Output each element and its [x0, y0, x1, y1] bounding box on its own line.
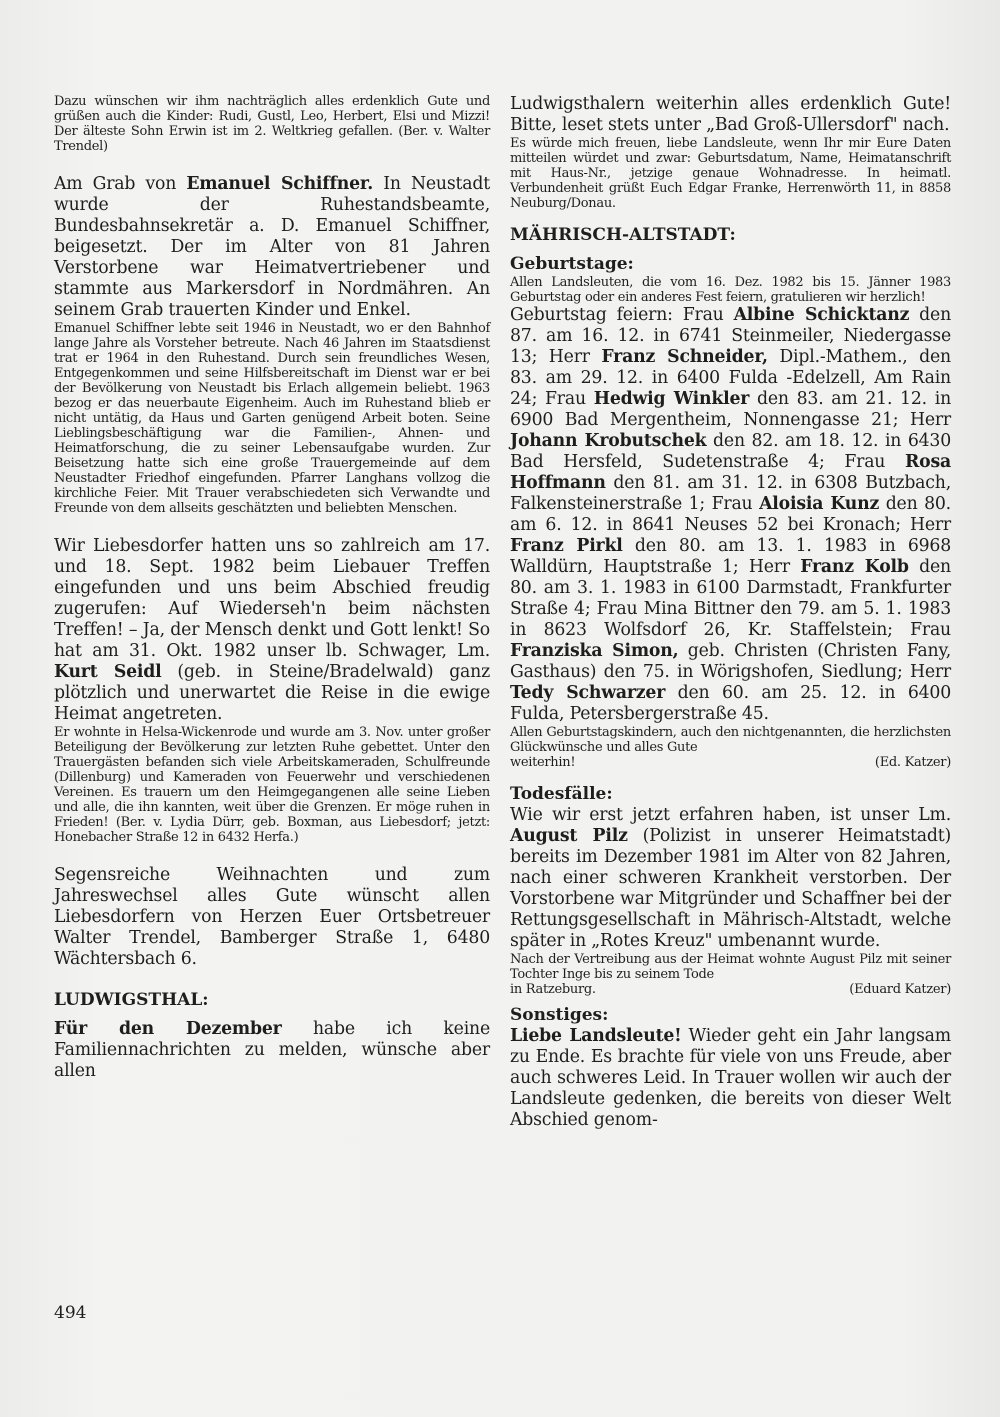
- schiffner-article: Am Grab von Emanuel Schiffner. In Neustadt wurde der Ruhestandsbeamte, Bundesbahnsekretär a. D. Emanuel Schiffner, beigesetzt. Der im Alter von 81 Jahren Verstorbene war Heimatvertriebener und stammte aus Markersdorf in Nordmähren. An seinem Grab trauerten Kinder und Enkel.: [54, 174, 490, 320]
- birthday-person-name: Franz Pirkl: [510, 536, 623, 556]
- birthday-person-name: Johann Krobutschek: [510, 431, 707, 451]
- birthdays-heading: Geburtstage:: [510, 254, 634, 274]
- birthday-text: den 80. am 6. 12. in 8641 Neuses 52 bei Kronach; Herr: [510, 494, 951, 535]
- ludwigsthal-continuation: Ludwigsthalern weiterhin alles erdenklich Gute! Bitte, leset stets unter „Bad Groß-Ullersdorf" nach.: [510, 94, 951, 135]
- pilz-article: Wie wir erst jetzt erfahren haben, ist unser Lm. August Pilz (Polizist in unserer Heimatstadt) bereits im Dezember 1981 im Alter von 82 Jahren, nach einer schweren Krankheit verstorben. Der Vorstorbene war Mitgründer und Schaffner bei der Rettungsgesellschaft in Mährisch-Altstadt, welche später in „Rotes Kreuz" umbenannt wurde.: [510, 805, 951, 951]
- birthday-person-name: Rosa Hoffmann: [510, 452, 951, 493]
- birthday-text: den 83. am 21. 12. in 6900 Bad Mergentheim, Nonnengasse 21; Herr: [510, 389, 951, 430]
- birthdays-signature-line: weiterhin! (Ed. Katzer): [510, 755, 951, 770]
- birthday-person-name: Franz Schneider,: [601, 347, 768, 367]
- schiffner-detail: Emanuel Schiffner lebte seit 1946 in Neustadt, wo er den Bahnhof lange Jahre als Vorsteher betreute. Nach 46 Jahren im Staatsdienst trat er 1964 in den Ruhestand. Durch sein freundliches Wesen, Entgegenkommen und seine Hilfsbereitschaft im Dienst war er bei der Bevölkerung von Neustadt bis Erlach allgemein beliebt. 1963 bezog er das neuerbaute Eigenheim. Auch im Ruhestand blieb er nicht untätig, da Haus und Garten genügend Arbeit boten. Seine Lieblingsbeschäftigung war die Familien-, Ahnen- und Heimatforschung, die zu seiner Lebensaufgabe wurden. Zur Beisetzung hatte sich eine große Trauergemeinde auf dem Neustadter Friedhof eingefunden. Pfarrer Langhans vollzog die kirchliche Feier. Mit Trauer verabschiedeten sich Verwandte und Freunde von dem allseits geschätzten und beliebten Menschen.: [54, 321, 490, 516]
- seidl-detail: Er wohnte in Helsa-Wickenrode und wurde am 3. Nov. unter großer Beteiligung der Bevölkerung zur letzten Ruhe gebettet. Unter den Trauergästen befanden sich viele Arbeitskameraden, Schulfreunde (Dillenburg) und Kameraden von Feuerwehr und verschiedenen Vereinen. Es trauern um den Heimgegangenen alle seine Lieben und alle, die ihn kannten, weit über die Grenzen. Er möge ruhen in Frieden! (Ber. v. Lydia Dürr, geb. Boxman, aus Liebesdorf; jetzt: Honebacher Straße 12 in 6432 Herfa.): [54, 725, 490, 845]
- birthday-text: Geburtstag feiern: Frau: [510, 305, 734, 325]
- birthdays-intro: Allen Landsleuten, die vom 16. Dez. 1982 bis 15. Jänner 1983 Geburtstag oder ein anderes Fest feiern, gratulieren wir herzlich!: [510, 275, 951, 305]
- birthday-person-name: Franziska Simon,: [510, 641, 679, 661]
- christmas-greeting: Segensreiche Weihnachten und zum Jahreswechsel alles Gute wünscht allen Liebesdorfern von Herzen Euer Ortsbetreuer Walter Trendel, Bamberger Straße 1, 6480 Wächtersbach 6.: [54, 865, 490, 969]
- birthday-person-name: Albine Schicktanz: [733, 305, 910, 325]
- birthday-wishes-paragraph: Dazu wünschen wir ihm nachträglich alles erdenklich Gute und grüßen auch die Kinder: Rudi, Gustl, Leo, Herbert, Elsi und Mizzi! Der älteste Sohn Erwin ist im 2. Weltkrieg gefallen. (Ber. v. Walter Trendel): [54, 94, 490, 154]
- seidl-article: Wir Liebesdorfer hatten uns so zahlreich am 17. und 18. Sept. 1982 beim Liebauer Treffen eingefunden und uns beim Abschied freudig zugerufen: Auf Wiederseh'n beim nächsten Treffen! – Ja, der Mensch denkt und Gott lenkt! So hat am 31. Okt. 1982 unser lb. Schwager, Lm. Kurt Seidl (geb. in Steine/Bradelwald) ganz plötzlich und unerwartet die Reise in die ewige Heimat angetreten.: [54, 536, 490, 724]
- seidl-name: Kurt Seidl: [54, 662, 162, 682]
- birthday-text: den 80. am 3. 1. 1983 in 6100 Darmstadt, Frankfurter Straße 4; Frau Mina Bittner den 79. am 5. 1. 1983 in 8623 Wolfsdorf 26, Kr. Staffelstein; Frau: [510, 557, 951, 640]
- ludwigsthal-heading: LUDWIGSTHAL:: [54, 990, 209, 1010]
- birthdays-closing: Allen Geburtstagskindern, auch den nichtgenannten, die herzlichsten Glückwünsche und alles Gute: [510, 725, 951, 755]
- birthdays-list: [510, 305, 951, 725]
- page-number: 494: [54, 1303, 87, 1323]
- right-column: [510, 94, 951, 1131]
- birthday-person-name: Tedy Schwarzer: [510, 683, 666, 703]
- birthday-text: den 82. am 18. 12. in 6430 Bad Hersfeld, Sudetenstraße 4; Frau: [510, 431, 952, 472]
- birthday-text: den 87. am 16. 12. in 6741 Steinmeiler, Niedergasse 13; Herr: [510, 305, 951, 367]
- misc-paragraph: Liebe Landsleute! Wieder geht ein Jahr langsam zu Ende. Es brachte für viele von uns Freude, aber auch schweres Leid. In Trauer wollen wir auch der Landsleute gedenken, die bereits von dieser Welt Abschied genom-: [510, 1026, 951, 1130]
- pilz-detail: Nach der Vertreibung aus der Heimat wohnte August Pilz mit seiner Tochter Inge bis zu seinem Tode: [510, 952, 951, 982]
- maehrisch-altstadt-heading: MÄHRISCH-ALTSTADT:: [510, 225, 736, 245]
- birthday-text: den 81. am 31. 12. in 6308 Butzbach, Falkensteinerstraße 1; Frau: [510, 473, 951, 514]
- left-column: [54, 94, 490, 1082]
- deaths-heading: Todesfälle:: [510, 784, 613, 804]
- birthday-text: Dipl.-Mathem., den 83. am 29. 12. in 6400 Fulda -Edelzell, Am Rain 24; Frau: [510, 347, 951, 409]
- birthday-person-name: Aloisia Kunz: [759, 494, 880, 514]
- pilz-name: August Pilz: [510, 826, 628, 846]
- birthday-text: geb. Christen (Christen Fany, Gasthaus) den 75. in Wörigshofen, Siedlung; Herr: [510, 641, 951, 682]
- schiffner-name: Emanuel Schiffner.: [186, 174, 374, 194]
- birthday-text: den 80. am 13. 1. 1983 in 6968 Walldürn, Hauptstraße 1; Herr: [510, 536, 951, 577]
- ludwigsthal-paragraph: Für den Dezember habe ich keine Familiennachrichten zu melden, wünsche aber allen: [54, 1019, 490, 1081]
- birthday-person-name: Hedwig Winkler: [593, 389, 750, 409]
- misc-heading: Sonstiges:: [510, 1005, 609, 1025]
- franke-note: Es würde mich freuen, liebe Landsleute, wenn Ihr mir Eure Daten mitteilen würdet und zwar: Geburtsdatum, Name, Heimatanschrift mit Haus-Nr., jetzige genaue Wohnadresse. In heimatl. Verbundenheit grüßt Euch Edgar Franke, Herrenwörth 11, in 8858 Neuburg/Donau.: [510, 136, 951, 211]
- birthday-person-name: Franz Kolb: [800, 557, 909, 577]
- signature: (Ed. Katzer): [874, 755, 951, 770]
- signature: (Eduard Katzer): [849, 982, 951, 997]
- birthday-text: den 60. am 25. 12. in 6400 Fulda, Petersbergerstraße 45.: [510, 683, 951, 724]
- pilz-signature-line: in Ratzeburg. (Eduard Katzer): [510, 982, 951, 997]
